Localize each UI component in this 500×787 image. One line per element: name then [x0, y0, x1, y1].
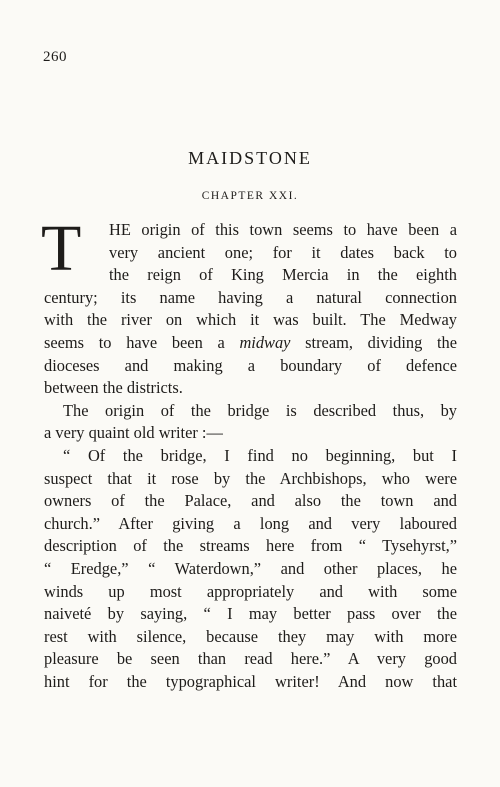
text-line: dioceses and making a boundary of defence — [44, 355, 457, 375]
chapter-number: CHAPTER XXI. — [201, 190, 299, 202]
text-line: “ Eredge,” “ Waterdown,” and other places, he — [44, 558, 457, 578]
text-line: church.” After giving a long and very laboured — [44, 513, 457, 533]
text-line: very ancient one; for it dates back to — [109, 242, 457, 262]
text-line: rest with silence, because they may with more — [44, 626, 457, 646]
text-line: The origin of the bridge is described thus, by — [63, 400, 457, 420]
text-line: suspect that it rose by the Archbishops, who were — [44, 468, 457, 488]
text-line: pleasure be seen than read here.” A very good — [44, 649, 457, 669]
text-line: century; its name having a natural connection — [44, 287, 457, 307]
chapter-title: MAIDSTONE — [188, 148, 312, 168]
italic-word: midway — [239, 332, 291, 352]
text-line: description of the streams here from “ Tysehyrst,” — [44, 536, 457, 556]
text-segment: stream, dividing the — [305, 332, 457, 352]
text-line: with the river on which it was built. The Medway — [44, 310, 457, 330]
text-line: winds up most appropriately and with some — [44, 581, 457, 601]
text-segment: seems to have been a — [44, 332, 225, 352]
text-line: a very quaint old writer :— — [44, 423, 223, 443]
text-line: between the districts. — [44, 378, 183, 398]
text-line: naiveté by saying, “ I may better pass over the — [44, 604, 457, 624]
page-number: 260 — [43, 49, 67, 65]
text-line: “ Of the bridge, I find no beginning, but I — [63, 445, 457, 465]
text-line: the reign of King Mercia in the eighth — [109, 265, 457, 285]
body-text — [41, 212, 457, 693]
text-line: HE origin of this town seems to have been a — [109, 220, 457, 239]
drop-cap: T — [41, 212, 82, 285]
text-line — [44, 332, 457, 355]
text-line: owners of the Palace, and also the town and — [44, 491, 457, 511]
text-line: hint for the typographical writer! And now that — [44, 671, 457, 691]
